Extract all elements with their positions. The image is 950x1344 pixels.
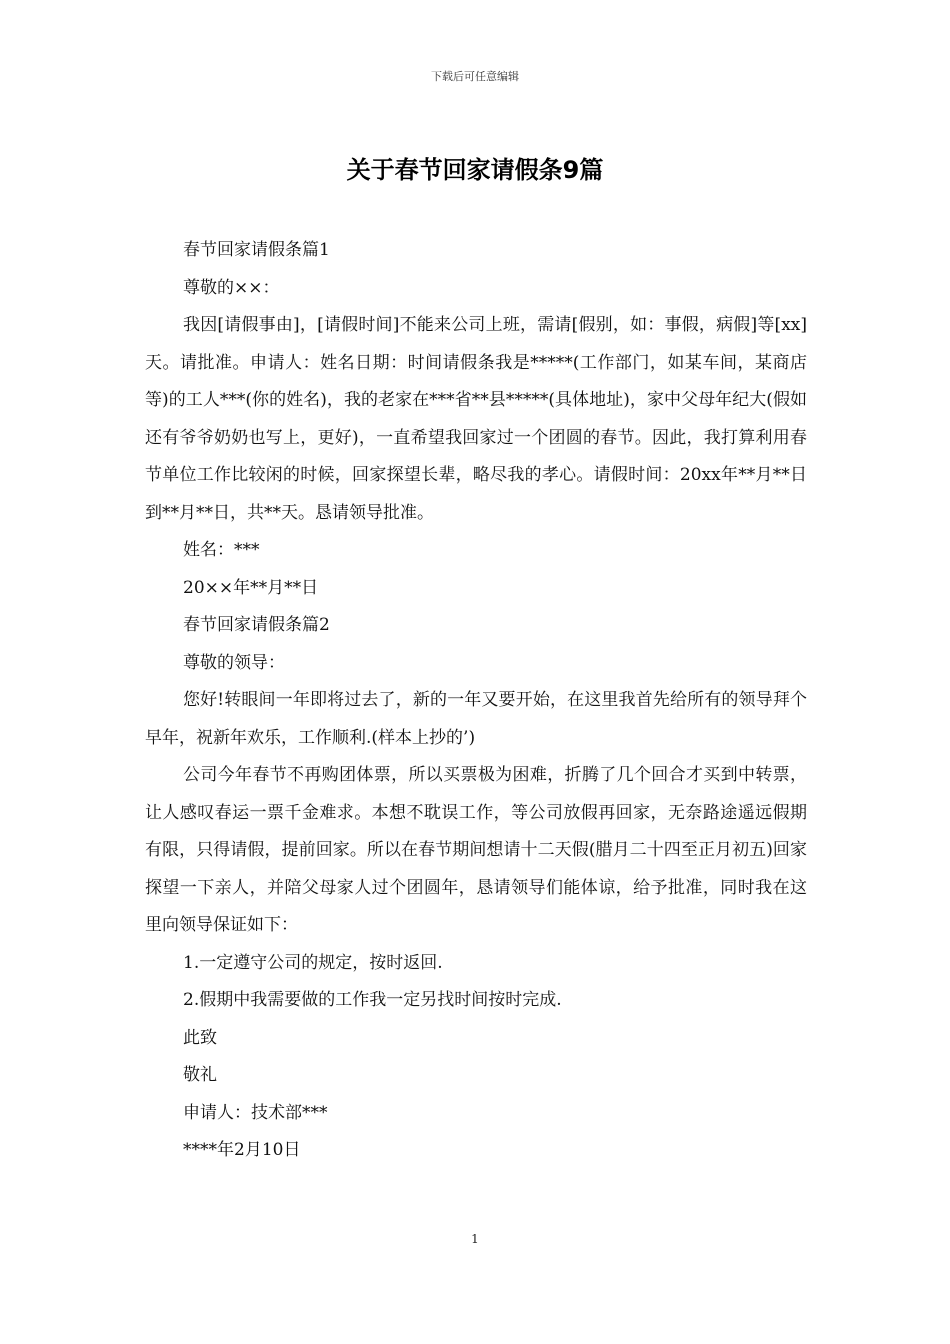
salutation-1: 尊敬的××： <box>183 277 280 298</box>
document-body <box>145 232 807 1170</box>
section-heading-1: 春节回家请假条篇1 <box>183 240 330 260</box>
page-title: 关于春节回家请假条9篇 <box>346 156 604 184</box>
closing-2: 敬礼 <box>183 1065 217 1085</box>
promise-item-2: 2.假期中我需要做的工作我一定另找时间按时完成. <box>183 990 562 1010</box>
paragraph-body-1: 我因[请假事由]，[请假时间]不能来公司上班，需请[假别，如：事假，病假]等[xx]天。请批准。申请人：姓名日期：时间请假条我是*****(工作部门，如某车间，某商店等)的工人***(你的姓名)，我的老家在***省**县*****(具体地址)，家中父母年纪大(假如还有爷爷奶奶也写上，更好)，一直希望我回家过一个团圆的春节。因此，我打算利用春节单位工作比较闲的时候，回家探望长辈，略尽我的孝心。请假时间：20xx年**月**日到**月**日，共**天。恳请领导批准。 <box>145 315 807 523</box>
signature-date-1: 20××年**月**日 <box>183 577 319 598</box>
salutation-2: 尊敬的领导： <box>183 652 285 673</box>
applicant: 申请人：技术部*** <box>183 1102 328 1123</box>
promise-item-1: 1.一定遵守公司的规定，按时返回. <box>183 952 443 973</box>
section-heading-2: 春节回家请假条篇2 <box>183 615 330 635</box>
signature-date-2: ****年2月10日 <box>183 1140 301 1160</box>
header-note: 下载后可任意编辑 <box>431 70 519 83</box>
paragraph-body-2: 公司今年春节不再购团体票，所以买票极为困难，折腾了几个回合才买到中转票，让人感叹春运一票千金难求。本想不耽误工作，等公司放假再回家，无奈路途遥远假期有限，只得请假，提前回家。所以在春节期间想请十二天假(腊月二十四至正月初五)回家探望一下亲人，并陪父母家人过个团圆年，恳请领导们能体谅，给予批准，同时我在这里向领导保证如下： <box>145 765 807 935</box>
page-number: 1 <box>471 1232 479 1246</box>
signature-name: 姓名：*** <box>183 540 260 560</box>
closing-1: 此致 <box>183 1027 217 1048</box>
paragraph-greeting: 您好!转眼间一年即将过去了，新的一年又要开始，在这里我首先给所有的领导拜个早年，祝新年欢乐，工作顺利.(样本上抄的’) <box>145 690 807 748</box>
